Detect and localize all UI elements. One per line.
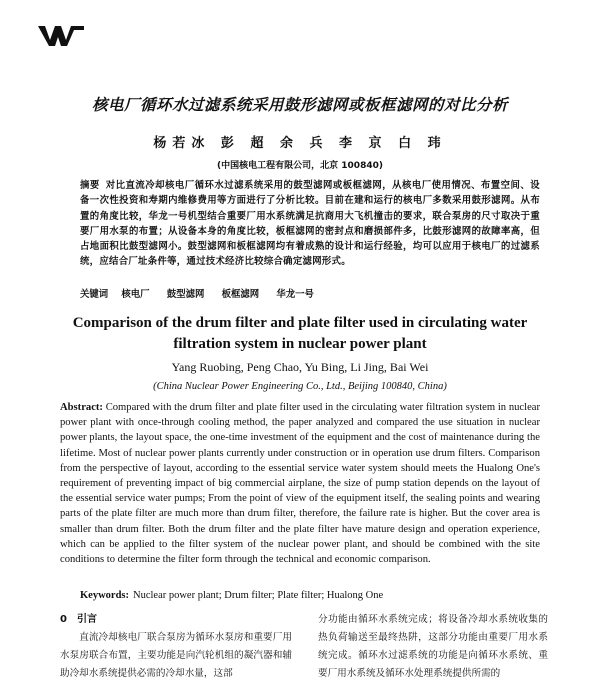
english-abstract	[60, 400, 540, 567]
chinese-abstract-text: 对比直流冷却核电厂循环水过滤系统采用的鼓型滤网或板框滤网，从核电厂使用情况、布置空间、设备一次性投资和寿期内维修费用等方面进行了分析比较。目前在建和运行的核电厂多数采用鼓形滤网。从布置的角度比较，华龙一号机型结合重要厂用水系统满足抗商用大飞机撞击的要求，联合泵房的尺寸取决于重要厂用水泵的布置；从设备本身的角度比较，板框滤网的密封点和磨损部件多，比鼓形滤网的故障率高，但占地面积比鼓型滤网小。鼓型滤网和板框滤网均有着成熟的设计和运行经验，均可以应用于核电厂的过滤系统，应结合厂址条件等，通过技术经济比较综合确定滤网形式。	[80, 180, 540, 268]
section-title: 引言	[76, 614, 97, 625]
english-keywords	[80, 590, 540, 601]
chinese-keyword: 鼓型滤网	[166, 289, 205, 300]
chinese-affiliation: (中国核电工程有限公司，北京 100840)	[217, 161, 383, 171]
body-right-column	[318, 611, 548, 683]
chinese-keywords	[80, 286, 540, 300]
english-abstract-text: Compared with the drum filter and plate filter used in the circulating water filtration system in nuclear power plant with once-through cooling method, the paper analyzed and compared the use situation in nuclear power plants, the layout space, the one-time investment of the equipment and the cost of maintenance during the lifetime. Most of nuclear power plants currently under construction or in operation use drum filters. Comparison from the perspective of layout, according to the essential service water system should meets the Hualong One's requirement of preventing impact of big commercial airplane, the size of pump station depends on the layout of the essential service water pumps; From the point of view of the equipment itself, the sealing points and wearing parts of the plate filter are much more than drum filter, therefore, the failure rate is higher. But the cover area is smaller than drum filter. Both the drum filter and the plate filter have mature design and operation experience, which can be applied to the filter system of the nuclear power plant, and should be combined with the site conditions to determine the filter form through the technical and economic comparison.	[60, 402, 540, 566]
body-paragraph-right: 分功能由循环水系统完成；将设备冷却水系统收集的热负荷输送至最终热阱，这部分功能由重要厂用水系统完成。循环水过滤系统的功能是向循环水系统、重要厂用水系统及循环水处理系统提供所需的	[318, 614, 548, 679]
english-authors: Yang Ruobing, Peng Chao, Yu Bing, Li Jing, Bai Wei	[171, 360, 429, 374]
chinese-keyword: 华龙一号	[276, 289, 314, 300]
english-keywords-text: Nuclear power plant; Drum filter; Plate filter; Hualong One	[133, 590, 384, 601]
chinese-abstract	[80, 178, 540, 270]
english-title: Comparison of the drum filter and plate filter used in circulating water filtration system in nuclear power plant	[72, 315, 528, 352]
chinese-keywords-label: 关键词	[80, 289, 109, 300]
journal-logo-icon	[38, 24, 84, 48]
chinese-keyword: 板框滤网	[221, 289, 260, 300]
chinese-abstract-label: 摘要	[80, 180, 100, 191]
chinese-authors: 杨若冰 彭 超 余 兵 李 京 白 玮	[153, 136, 447, 151]
section-number: 0	[60, 614, 67, 625]
body-left-column	[60, 611, 292, 683]
chinese-title: 核电厂循环水过滤系统采用鼓形滤网或板框滤网的对比分析	[91, 96, 508, 114]
english-abstract-label: Abstract:	[60, 402, 103, 413]
body-paragraph-left: 直流冷却核电厂联合泵房为循环水泵房和重要厂用水泵房联合布置，主要功能是向汽轮机组的凝汽器和辅助冷却水系统提供必需的冷却水量，这部	[60, 632, 292, 679]
english-keywords-label: Keywords:	[80, 590, 129, 601]
section-heading	[60, 611, 292, 629]
chinese-keyword: 核电厂	[121, 289, 150, 300]
english-affiliation: (China Nuclear Power Engineering Co., Ltd., Beijing 100840, China)	[153, 381, 447, 392]
